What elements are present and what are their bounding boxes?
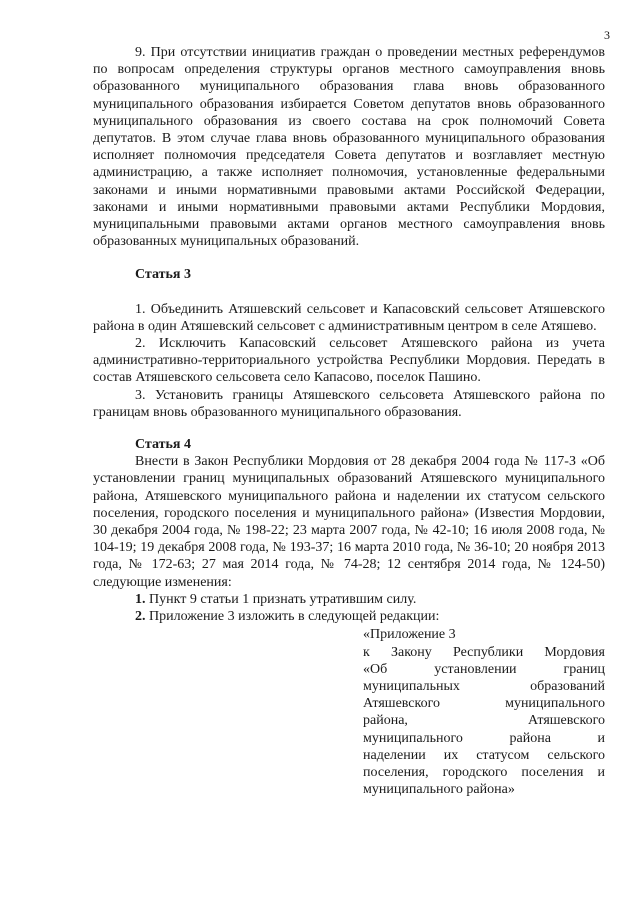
article-4-intro: Внести в Закон Республики Мордовия от 28 декабря 2004 года № 117-З «Об установлении границ муниципальных образований Атяшевского муниципального района, Атяшевского муниципального района и наделении их статусом сельского поселения, городского поселения и муниципального района» (Известия Мордовии, 30 декабря 2004 года, № 198-22; 23 марта 2007 года, № 42-10; 16 июля 2008 года, № 104-19; 19 декабря 2008 года, № 193-37; 16 марта 2010 года, № 36-10; 20 ноября 2013 года, № 172-63; 27 мая 2014 года, № 74-28; 12 сентября 2014 года, № 124-50) следующие изменения: xyxy=(93,454,605,590)
change-item-2-text: Приложение 3 изложить в следующей редакции: xyxy=(145,609,440,625)
change-item-1 xyxy=(93,591,605,608)
change-item-2-number: 2. xyxy=(135,609,146,625)
appendix-line: «Об установлении границ xyxy=(363,661,605,677)
change-item-1-text: Пункт 9 статьи 1 признать утратившим силу. xyxy=(145,591,417,607)
paragraph-9: 9. При отсутствии инициатив граждан о проведении местных референдумов по вопросам определения структуры органов местного самоуправления вновь образованного муниципального образования глава вновь образованного муниципального образования избирается Советом депутатов вновь образованного муниципального образования из своего состава на срок полномочий Совета депутатов. В этом случае глава вновь образованного муниципального образования исполняет полномочия председателя Совета депутатов и возглавляет местную администрацию, а также исполняет полномочия, установленные федеральными законами и иными нормативными правовыми актами Российской Федерации, законами и иными нормативными правовыми актами Республики Мордовия, муниципальными правовыми актами органов местного самоуправления вновь образованных муниципальных образований. xyxy=(93,45,605,250)
page-number: 3 xyxy=(604,28,610,42)
article-4-heading: Статья 4 xyxy=(135,437,191,453)
appendix-line: Атяшевского муниципального xyxy=(363,696,605,712)
document-body xyxy=(93,44,605,798)
appendix-line: поселения, городского поселения и xyxy=(363,764,605,780)
appendix-line: района, Атяшевского xyxy=(363,713,605,729)
article-3-heading: Статья 3 xyxy=(135,267,191,283)
appendix-line: муниципального района и xyxy=(363,730,605,746)
change-item-1-number: 1. xyxy=(135,591,146,607)
article-3-item-1: 1. Объединить Атяшевский сельсовет и Капасовский сельсовет Атяшевского района в один Атяшевский сельсовет с административным центром в селе Атяшево. xyxy=(93,301,605,334)
appendix-line: муниципального района» xyxy=(363,782,515,798)
appendix-line: муниципальных образований xyxy=(363,678,605,694)
appendix-header-block xyxy=(363,626,605,798)
change-item-2 xyxy=(93,608,605,625)
appendix-line: к Закону Республики Мордовия xyxy=(363,644,605,660)
appendix-line: наделении их статусом сельского xyxy=(363,747,605,763)
appendix-line: «Приложение 3 xyxy=(363,627,456,643)
article-3-item-3: 3. Установить границы Атяшевского сельсовета Атяшевского района по границам вновь образованного муниципального образования. xyxy=(93,387,605,420)
article-3-item-2: 2. Исключить Капасовский сельсовет Атяшевского района из учета административно-территориального устройства Республики Мордовия. Передать в состав Атяшевского сельсовета село Капасово, поселок Пашино. xyxy=(93,336,605,386)
